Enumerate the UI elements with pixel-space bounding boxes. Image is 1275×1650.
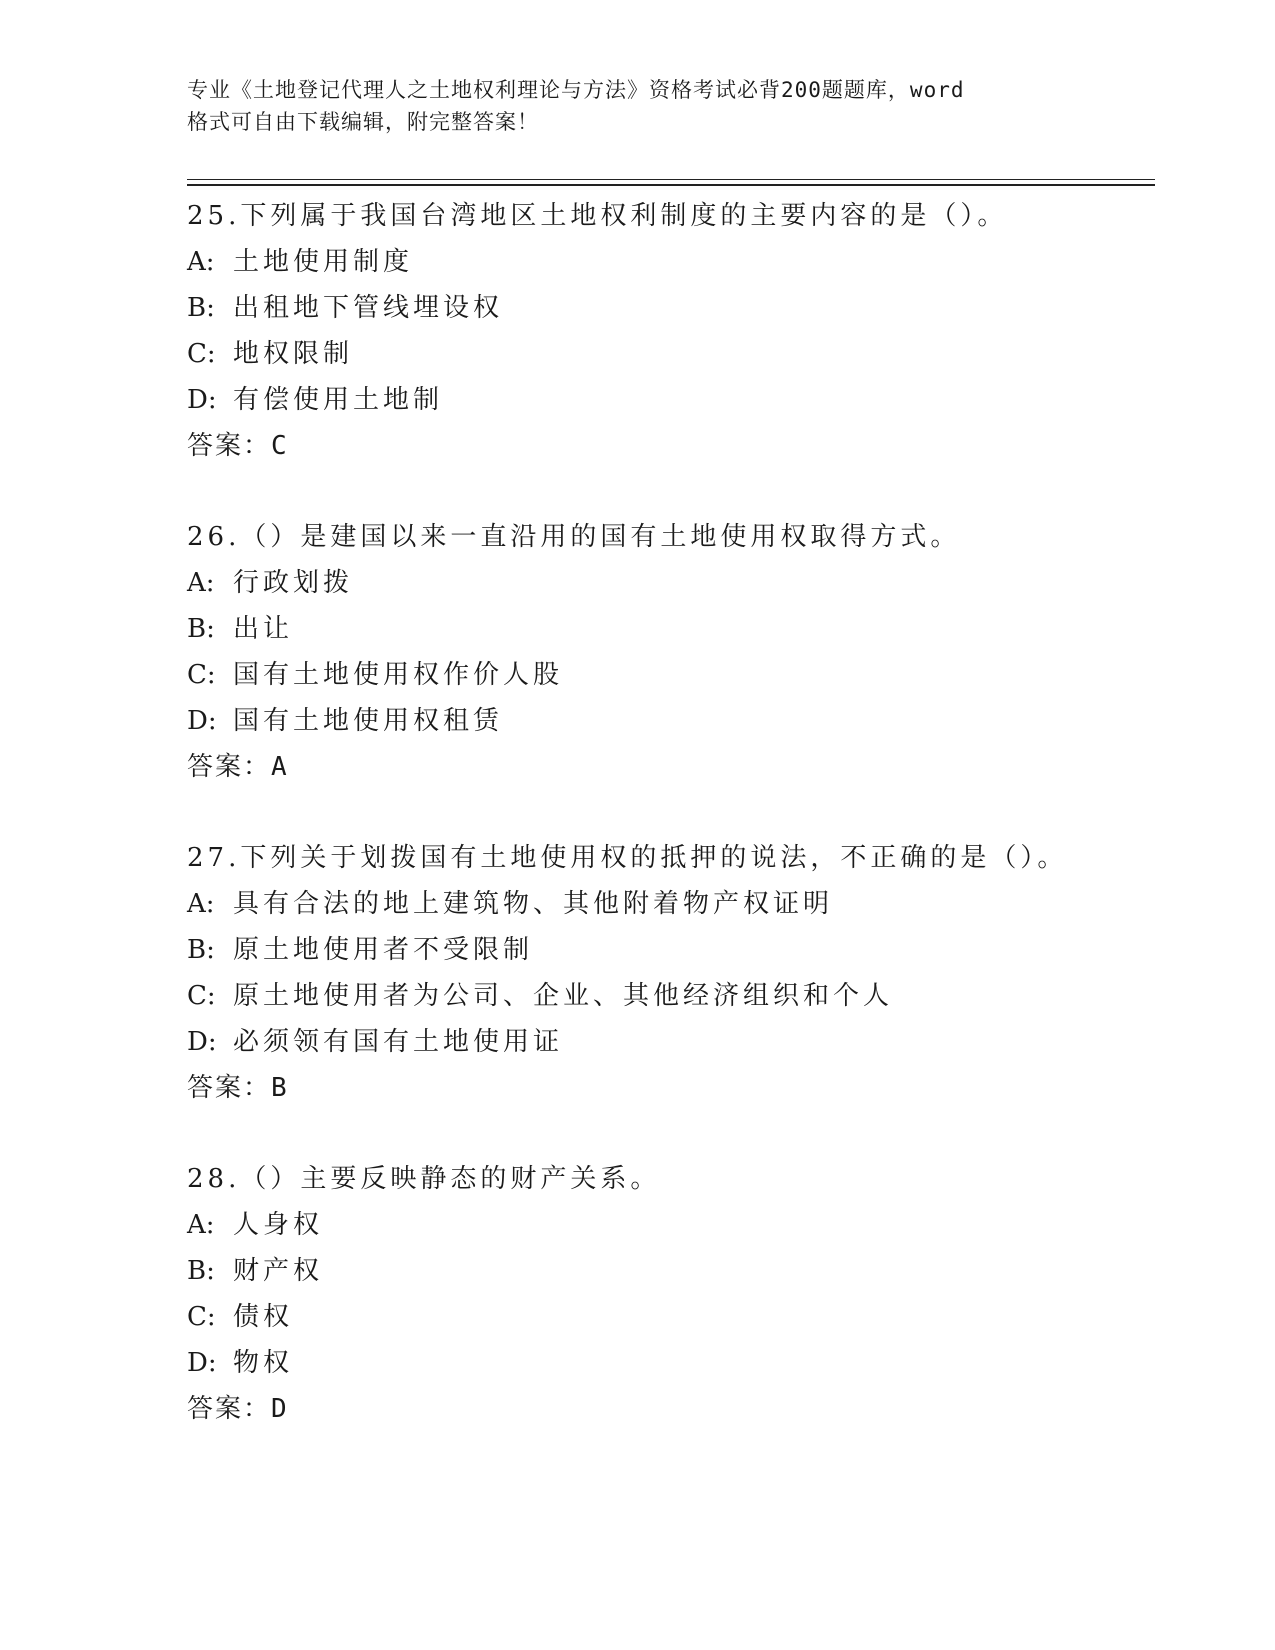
- option-letter: A:: [187, 568, 215, 598]
- question-stem: 26.（）是建国以来一直沿用的国有土地使用权取得方式。: [187, 522, 961, 552]
- question-26: [187, 514, 1155, 790]
- option-text: 必须领有国有土地使用证: [233, 1027, 564, 1057]
- option-text: 具有合法的地上建筑物、其他附着物产权证明: [233, 889, 834, 919]
- option-letter: D:: [187, 385, 217, 415]
- option-d: [187, 1340, 1155, 1386]
- option-a: [187, 239, 1155, 285]
- answer-line: [187, 1065, 1155, 1111]
- option-d: [187, 698, 1155, 744]
- option-text: 有偿使用土地制: [233, 385, 444, 415]
- option-b: [187, 606, 1155, 652]
- option-c: [187, 331, 1155, 377]
- option-text: 行政划拨: [233, 568, 354, 598]
- option-b: [187, 1248, 1155, 1294]
- header-line-1: 专业《土地登记代理人之土地权利理论与方法》资格考试必背200题题库，word: [187, 78, 965, 102]
- option-text: 原土地使用者为公司、企业、其他经济组织和个人: [233, 981, 894, 1011]
- option-letter: C:: [187, 339, 216, 369]
- answer-value: C: [271, 431, 287, 461]
- option-a: [187, 881, 1155, 927]
- header-divider-thin: [187, 179, 1155, 180]
- option-text: 地权限制: [233, 339, 354, 369]
- option-text: 土地使用制度: [233, 247, 414, 277]
- question-stem: 28.（）主要反映静态的财产关系。: [187, 1164, 661, 1194]
- option-b: [187, 927, 1155, 973]
- option-text: 债权: [233, 1302, 294, 1332]
- option-letter: C:: [187, 660, 216, 690]
- answer-value: A: [271, 752, 287, 782]
- option-text: 财产权: [233, 1256, 324, 1286]
- answer-label: 答案：: [187, 431, 272, 461]
- question-25: [187, 193, 1155, 469]
- answer-label: 答案：: [187, 752, 272, 782]
- option-letter: C:: [187, 981, 216, 1011]
- option-b: [187, 285, 1155, 331]
- header-line-2: 格式可自由下载编辑，附完整答案！: [187, 110, 539, 134]
- option-letter: A:: [187, 1210, 215, 1240]
- option-letter: B:: [187, 1256, 215, 1286]
- option-letter: D:: [187, 706, 217, 736]
- option-text: 国有土地使用权作价人股: [233, 660, 564, 690]
- document-header: [187, 74, 1087, 138]
- question-27: [187, 835, 1155, 1111]
- option-text: 国有土地使用权租赁: [233, 706, 504, 736]
- option-c: [187, 652, 1155, 698]
- option-letter: D:: [187, 1027, 217, 1057]
- answer-line: [187, 1386, 1155, 1432]
- option-text: 出租地下管线埋设权: [233, 293, 504, 323]
- question-list: [187, 193, 1155, 1477]
- option-a: [187, 560, 1155, 606]
- option-a: [187, 1202, 1155, 1248]
- answer-value: D: [271, 1394, 287, 1424]
- answer-value: B: [271, 1073, 287, 1103]
- option-letter: B:: [187, 614, 215, 644]
- option-letter: A:: [187, 247, 215, 277]
- option-text: 出让: [233, 614, 294, 644]
- answer-label: 答案：: [187, 1073, 272, 1103]
- answer-label: 答案：: [187, 1394, 272, 1424]
- option-text: 原土地使用者不受限制: [233, 935, 534, 965]
- question-stem: 25.下列属于我国台湾地区土地权利制度的主要内容的是（）。: [187, 201, 1008, 231]
- option-d: [187, 1019, 1155, 1065]
- option-text: 人身权: [233, 1210, 324, 1240]
- question-stem: 27.下列关于划拨国有土地使用权的抵押的说法，不正确的是（）。: [187, 843, 1068, 873]
- option-letter: B:: [187, 293, 215, 323]
- option-c: [187, 1294, 1155, 1340]
- option-text: 物权: [233, 1348, 294, 1378]
- option-letter: A:: [187, 889, 215, 919]
- option-letter: D:: [187, 1348, 217, 1378]
- option-letter: C:: [187, 1302, 216, 1332]
- answer-line: [187, 423, 1155, 469]
- question-28: [187, 1156, 1155, 1432]
- header-divider-thick: [187, 184, 1155, 186]
- option-letter: B:: [187, 935, 215, 965]
- option-d: [187, 377, 1155, 423]
- answer-line: [187, 744, 1155, 790]
- option-c: [187, 973, 1155, 1019]
